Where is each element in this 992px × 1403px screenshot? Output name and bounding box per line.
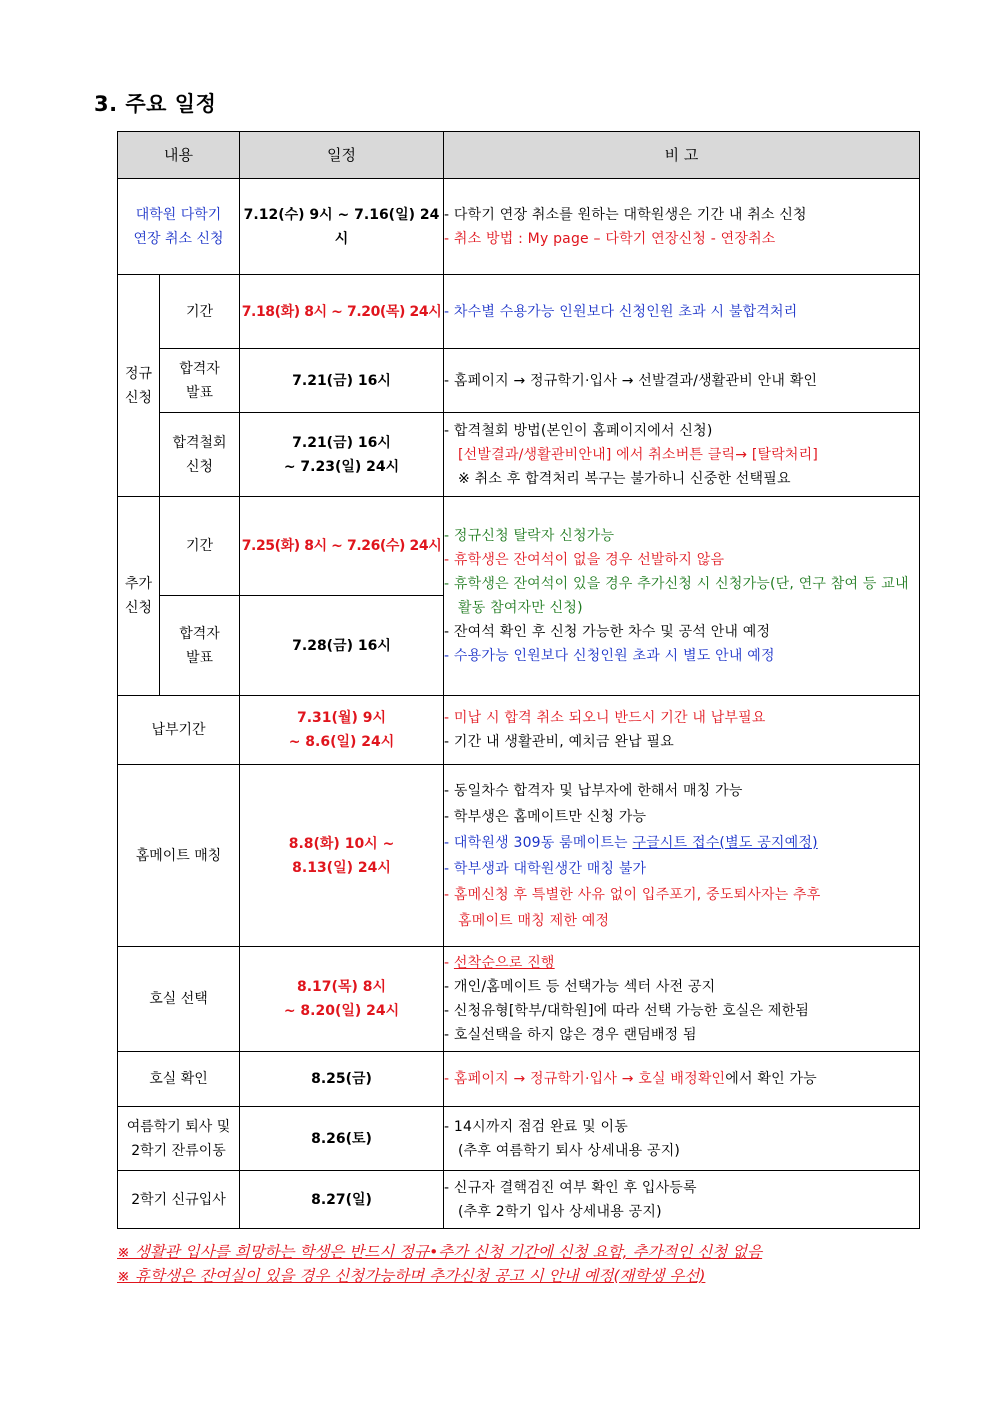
schedule-table	[117, 131, 920, 1229]
regular-period-schedule: 7.18(화) 8시 ~ 7.20(목) 24시	[240, 275, 444, 349]
header-schedule: 일정	[240, 132, 444, 179]
room-select-note-1	[444, 951, 919, 975]
withdraw-note-2: [선발결과/생활관비안내] 에서 취소버튼 클릭→ [탈락처리]	[458, 446, 819, 463]
regular-group-label: 정규 신청	[118, 275, 160, 497]
regular-announce-schedule: 7.21(금) 16시	[240, 349, 444, 413]
regular-period-note: - 차수별 수용가능 인원보다 신청인원 초과 시 불합격처리	[444, 275, 920, 349]
header-remarks: 비 고	[444, 132, 920, 179]
table-row	[118, 349, 920, 413]
additional-note-5: - 수용가능 인원보다 신청인원 초과 시 별도 안내 예정	[444, 648, 775, 664]
payment-notes	[444, 696, 920, 765]
payment-note-1: - 미납 시 합격 취소 되오니 반드시 기간 내 납부필요	[444, 710, 766, 726]
google-sheet-link[interactable]: 구글시트 접수(별도 공지예정)	[632, 834, 818, 851]
regular-announce-note: - 홈페이지 → 정규학기·입사 → 선발결과/생활관비 안내 확인	[444, 349, 920, 413]
table-header-row	[118, 132, 920, 179]
new-entry-note-1: - 신규자 결핵검진 여부 확인 후 입사등록	[444, 1179, 697, 1196]
new-entry-notes	[444, 1171, 920, 1229]
room-select-label: 호실 선택	[118, 947, 240, 1052]
room-check-note-black: 에서 확인 가능	[725, 1071, 817, 1087]
summer-out-note-2: (추후 여름학기 퇴사 상세내용 공지)	[458, 1142, 681, 1159]
header-content: 내용	[118, 132, 240, 179]
roommate-note-2: - 학부생은 홈메이트만 신청 가능	[444, 808, 647, 825]
summer-out-schedule: 8.26(토)	[240, 1107, 444, 1171]
regular-announce-label: 합격자 발표	[160, 349, 240, 413]
regular-period-label: 기간	[160, 275, 240, 349]
table-row	[118, 1052, 920, 1107]
additional-announce-label: 합격자 발표	[160, 596, 240, 696]
roommate-note-5: - 홈메신청 후 특별한 사유 없이 입주포기, 중도퇴사자는 추후	[444, 886, 821, 903]
roommate-notes	[444, 765, 920, 947]
table-row	[118, 947, 920, 1052]
table-row	[118, 1107, 920, 1171]
room-select-note-2: - 개인/홈메이트 등 선택가능 섹터 사전 공지	[444, 979, 716, 995]
additional-note-2: - 휴학생은 잔여석이 없을 경우 선발하지 않음	[444, 552, 725, 568]
withdraw-note-3: ※ 취소 후 합격처리 복구는 불가하니 신중한 선택필요	[458, 470, 791, 487]
room-select-note-1-text: 선착순으로 진행	[453, 955, 555, 971]
payment-schedule: 7.31(월) 9시 ~ 8.6(일) 24시	[240, 696, 444, 765]
summer-out-label: 여름학기 퇴사 및 2학기 잔류이동	[118, 1107, 240, 1171]
withdraw-note-1: - 합격철회 방법(본인이 홈페이지에서 신청)	[444, 422, 713, 439]
roommate-note-1: - 동일차수 합격자 및 납부자에 한해서 매칭 가능	[444, 782, 743, 799]
page-title: 3. 주요 일정	[94, 92, 217, 116]
cancel-label: 대학원 다학기 연장 취소 신청	[118, 179, 240, 275]
summer-out-notes	[444, 1107, 920, 1171]
additional-period-label: 기간	[160, 497, 240, 596]
room-select-schedule: 8.17(목) 8시 ~ 8.20(일) 24시	[240, 947, 444, 1052]
room-select-note-3: - 신청유형[학부/대학원]에 따라 선택 가능한 호실은 제한됨	[444, 1003, 810, 1019]
table-row	[118, 696, 920, 765]
footnote-2: ※ 휴학생은 잔여실이 있을 경우 신청가능하며 추가신청 공고 시 안내 예정(재학생 우선)	[117, 1267, 706, 1285]
room-check-label: 호실 확인	[118, 1052, 240, 1107]
table-row	[118, 497, 920, 596]
additional-announce-schedule: 7.28(금) 16시	[240, 596, 444, 696]
additional-notes	[444, 497, 920, 696]
footnote-1: ※ 생활관 입사를 희망하는 학생은 반드시 정규•추가 신청 기간에 신청 요함, 추가적인 신청 없음	[117, 1243, 763, 1261]
room-check-note-red: - 홈페이지 → 정규학기·입사 → 호실 배정확인	[444, 1071, 726, 1087]
cancel-schedule: 7.12(수) 9시 ~ 7.16(일) 24시	[240, 179, 444, 275]
payment-note-2: - 기간 내 생활관비, 예치금 완납 필요	[444, 734, 674, 750]
cancel-note-1: - 다학기 연장 취소를 원하는 대학원생은 기간 내 취소 신청	[444, 206, 807, 223]
roommate-note-4: - 학부생과 대학원생간 매칭 불가	[444, 860, 647, 877]
payment-label: 납부기간	[118, 696, 240, 765]
roommate-note-3-text: - 대학원생 309동 룸메이트는	[444, 834, 633, 851]
table-row	[118, 765, 920, 947]
new-entry-schedule: 8.27(일)	[240, 1171, 444, 1229]
room-select-note-1-dash: -	[444, 955, 454, 971]
regular-withdraw-schedule: 7.21(금) 16시 ~ 7.23(일) 24시	[240, 413, 444, 497]
additional-group-label: 추가 신청	[118, 497, 160, 696]
additional-note-4: - 잔여석 확인 후 신청 가능한 차수 및 공석 안내 예정	[444, 624, 771, 640]
table-row	[118, 179, 920, 275]
table-row	[118, 275, 920, 349]
roommate-schedule: 8.8(화) 10시 ~ 8.13(일) 24시	[240, 765, 444, 947]
cancel-note-2: - 취소 방법 : My page – 다학기 연장신청 - 연장취소	[444, 230, 776, 247]
table-row	[118, 413, 920, 497]
footnotes	[117, 1240, 762, 1288]
additional-note-1: - 정규신청 탈락자 신청가능	[444, 528, 615, 544]
additional-note-3: - 휴학생은 잔여석이 있을 경우 추가신청 시 신청가능(단, 연구 참여 등 교내활동 참여자만 신청)	[444, 576, 909, 616]
additional-period-schedule: 7.25(화) 8시 ~ 7.26(수) 24시	[240, 497, 444, 596]
room-check-note	[444, 1052, 920, 1107]
roommate-label: 홈메이트 매칭	[118, 765, 240, 947]
room-check-schedule: 8.25(금)	[240, 1052, 444, 1107]
new-entry-label: 2학기 신규입사	[118, 1171, 240, 1229]
summer-out-note-1: - 14시까지 점검 완료 및 이동	[444, 1118, 628, 1135]
regular-withdraw-notes	[444, 413, 920, 497]
room-select-note-4: - 호실선택을 하지 않은 경우 랜덤배정 됨	[444, 1027, 697, 1043]
table-row	[118, 1171, 920, 1229]
roommate-note-6: 홈메이트 매칭 제한 예정	[458, 912, 610, 929]
new-entry-note-2: (추후 2학기 입사 상세내용 공지)	[458, 1203, 662, 1220]
room-select-notes	[444, 947, 920, 1052]
roommate-note-3	[444, 830, 919, 856]
regular-withdraw-label: 합격철회 신청	[160, 413, 240, 497]
cancel-notes	[444, 179, 920, 275]
